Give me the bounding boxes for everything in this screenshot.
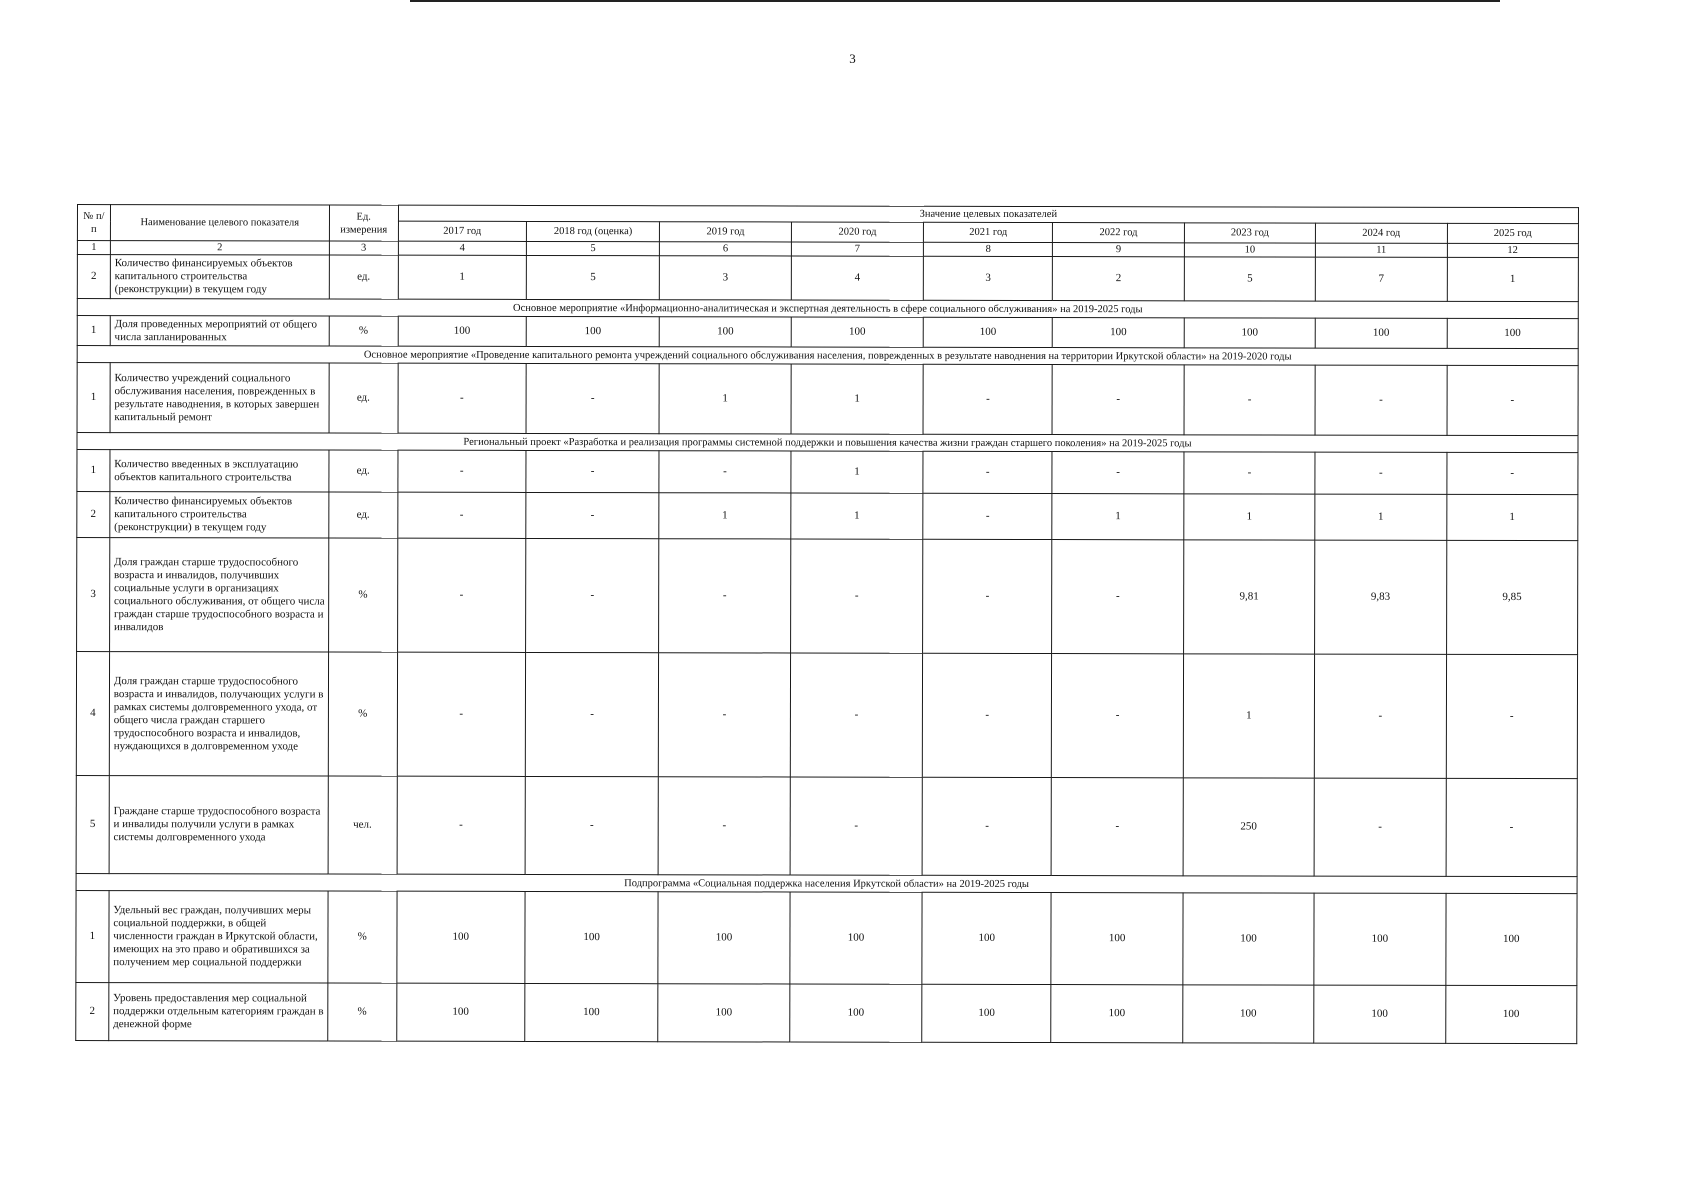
section-title: Основное мероприятие «Проведение капитального ремонта учреждений социального обслуживания населения, поврежденных в результате наводнения на территории Иркутской области» на 2019-2020 годы: [77, 346, 1578, 366]
value-cell: -: [659, 653, 791, 777]
table-row: [76, 890, 1577, 985]
row-number: 2: [77, 492, 110, 538]
row-number: 1: [77, 450, 110, 492]
value-cell: 1: [1052, 494, 1183, 540]
table-header: [77, 205, 1578, 258]
value-cell: 100: [923, 317, 1052, 347]
value-cell: 100: [1445, 893, 1577, 985]
value-cell: 100: [397, 891, 525, 983]
value-cell: -: [923, 364, 1052, 434]
value-cell: -: [525, 652, 659, 776]
table-row: [77, 255, 1578, 302]
row-number: 1: [76, 890, 109, 982]
value-cell: -: [923, 451, 1052, 493]
value-cell: 100: [525, 891, 659, 983]
column-number: 7: [791, 242, 923, 256]
value-cell: 1: [659, 493, 790, 539]
value-cell: -: [1315, 365, 1447, 435]
indicator-name: Граждане старше трудоспособного возраста и инвалиды получили услуги в рамках системы долговременного ухода: [109, 776, 328, 874]
value-cell: 1: [1315, 494, 1446, 540]
indicator-name: Удельный вес граждан, получивших меры социальной поддержки, в общей численности граждан в Иркутской области, имеющих на это право и обратившихся за получением мер социальной поддержки: [109, 891, 328, 983]
value-cell: 1: [1183, 654, 1315, 778]
section-title: Подпрограмма «Социальная поддержка населения Иркутской области» на 2019-2025 годы: [76, 873, 1577, 893]
indicator-name: Количество учреждений социального обслуживания населения, поврежденных в результате наводнения, в которых завершен капитальный ремонт: [110, 363, 329, 433]
unit-cell: ед.: [329, 492, 398, 538]
header-year: 2020 год: [791, 222, 924, 242]
table-row: [77, 316, 1578, 349]
row-number: 5: [76, 775, 109, 873]
indicator-name: Уровень предоставления мер социальной поддержки отдельным категориям граждан в денежной форме: [109, 983, 328, 1041]
value-cell: 100: [658, 892, 790, 984]
value-cell: -: [398, 363, 526, 433]
unit-cell: ед.: [329, 255, 398, 299]
value-cell: 100: [1051, 893, 1183, 985]
value-cell: -: [1052, 654, 1184, 778]
value-cell: -: [659, 451, 790, 493]
value-cell: -: [1314, 654, 1446, 778]
value-cell: -: [526, 450, 660, 492]
value-cell: -: [922, 777, 1051, 875]
value-cell: -: [659, 539, 791, 653]
column-number: 6: [660, 242, 791, 256]
value-cell: 100: [1184, 318, 1315, 348]
indicator-name: Доля граждан старше трудоспособного возраста и инвалидов, получивших социальные услуги в организациях социального обслуживания, от общего числа граждан старше трудоспособного возраста и инвалидов: [109, 538, 328, 652]
header-num: № п/п: [77, 205, 110, 241]
value-cell: -: [397, 776, 525, 874]
indicator-name: Количество финансируемых объектов капитального строительства (реконструкции) в текущем году: [110, 492, 329, 538]
value-cell: 1: [659, 364, 791, 434]
value-cell: 100: [1315, 318, 1446, 348]
value-cell: -: [659, 777, 791, 875]
value-cell: 3: [924, 256, 1053, 300]
value-cell: 100: [1314, 985, 1445, 1043]
value-cell: 4: [791, 256, 924, 300]
page-number: 3: [849, 51, 856, 66]
row-number: 2: [77, 255, 110, 299]
value-cell: 1: [791, 451, 924, 493]
value-cell: -: [1184, 452, 1315, 494]
value-cell: 9,83: [1315, 540, 1447, 654]
unit-cell: ед.: [329, 450, 398, 492]
header-year: 2019 год: [660, 222, 791, 242]
column-number: 5: [526, 241, 660, 255]
value-cell: -: [923, 539, 1052, 653]
indicator-sheet: [75, 204, 1579, 1044]
unit-cell: %: [328, 983, 397, 1041]
value-cell: -: [923, 493, 1052, 539]
value-cell: -: [397, 538, 525, 652]
value-cell: -: [1446, 778, 1578, 876]
column-number: 1: [77, 241, 110, 255]
value-cell: 100: [1314, 893, 1446, 985]
value-cell: -: [790, 777, 923, 875]
top-scan-rule: [410, 0, 1500, 2]
value-cell: -: [790, 653, 923, 777]
value-cell: -: [790, 539, 923, 653]
value-cell: 100: [660, 317, 791, 347]
value-cell: 2: [1053, 257, 1184, 301]
value-cell: -: [1446, 452, 1578, 494]
value-cell: -: [1314, 778, 1446, 876]
value-cell: 9,81: [1183, 540, 1315, 654]
value-cell: -: [1315, 452, 1446, 494]
value-cell: 100: [526, 316, 660, 346]
value-cell: -: [1052, 452, 1183, 494]
table-row: [77, 492, 1578, 541]
table-row: [76, 775, 1577, 876]
value-cell: 100: [1053, 318, 1184, 348]
value-cell: 5: [526, 255, 660, 299]
table-row: [77, 450, 1578, 495]
value-cell: -: [526, 492, 660, 538]
column-number: 3: [329, 241, 398, 255]
indicator-name: Доля проведенных мероприятий от общего числа запланированных: [110, 316, 329, 346]
unit-cell: чел.: [328, 776, 397, 874]
value-cell: -: [526, 363, 660, 433]
value-cell: -: [525, 538, 659, 652]
row-number: 3: [77, 538, 110, 652]
header-year: 2023 год: [1184, 223, 1315, 243]
value-cell: 100: [1183, 893, 1315, 985]
value-cell: -: [398, 492, 526, 538]
header-year: 2024 год: [1316, 223, 1447, 243]
column-number: 9: [1053, 243, 1184, 257]
table-row: [77, 363, 1578, 436]
value-cell: 100: [790, 984, 923, 1042]
indicators-table: [75, 204, 1579, 1044]
unit-cell: %: [328, 652, 397, 776]
header-year: 2025 год: [1447, 223, 1578, 243]
value-cell: 1: [1184, 494, 1315, 540]
unit-cell: ед.: [329, 363, 398, 433]
value-cell: -: [525, 776, 659, 874]
value-cell: 100: [790, 892, 923, 984]
header-unit: Ед. измерения: [329, 205, 398, 241]
section-title: Региональный проект «Разработка и реализация программы системной поддержки и повышения качества жизни граждан старшего поколения» на 2019-2025 годы: [77, 433, 1578, 453]
value-cell: 100: [1051, 985, 1182, 1043]
row-number: 4: [76, 652, 109, 776]
value-cell: 1: [791, 493, 924, 539]
value-cell: 5: [1184, 257, 1315, 301]
value-cell: -: [1052, 540, 1184, 654]
row-number: 2: [76, 982, 109, 1040]
value-cell: -: [397, 652, 525, 776]
header-year: 2022 год: [1053, 223, 1184, 243]
header-values-group: Значение целевых показателей: [398, 205, 1578, 223]
value-cell: -: [1184, 365, 1316, 435]
value-cell: -: [1447, 365, 1579, 435]
value-cell: 3: [660, 256, 791, 300]
table-row: [76, 652, 1577, 779]
value-cell: 100: [922, 892, 1051, 984]
value-cell: 1: [1447, 257, 1579, 301]
value-cell: 100: [658, 984, 789, 1042]
column-number: 2: [110, 241, 329, 255]
value-cell: 1: [791, 364, 924, 434]
column-number: 4: [398, 241, 526, 255]
value-cell: -: [398, 450, 526, 492]
value-cell: 9,85: [1446, 540, 1578, 654]
value-cell: 100: [791, 317, 924, 347]
value-cell: 100: [922, 984, 1051, 1042]
header-year: 2017 год: [398, 221, 526, 241]
table-row: [76, 982, 1577, 1043]
unit-cell: %: [328, 538, 397, 652]
value-cell: 100: [525, 983, 659, 1041]
table-row: [77, 538, 1578, 655]
column-number: 12: [1447, 243, 1578, 257]
value-cell: 1: [398, 255, 526, 299]
value-cell: 100: [1447, 318, 1579, 348]
row-number: 1: [77, 363, 110, 433]
value-cell: 100: [397, 983, 525, 1041]
header-year: 2018 год (оценка): [526, 221, 660, 241]
table-body: [76, 255, 1579, 1044]
row-number: 1: [77, 316, 110, 346]
indicator-name: Доля граждан старше трудоспособного возраста и инвалидов, получающих услуги в рамках системы долговременного ухода, от общего числа граждан старшего трудоспособного возраста и инвалидов, нуждающихся в долговременном уходе: [109, 652, 328, 776]
value-cell: 1: [1446, 494, 1578, 540]
value-cell: 100: [398, 316, 526, 346]
value-cell: -: [1446, 654, 1578, 778]
column-number: 11: [1316, 243, 1447, 257]
indicator-name: Количество введенных в эксплуатацию объектов капитального строительства: [110, 450, 329, 492]
value-cell: 100: [1183, 985, 1314, 1043]
section-title: Основное мероприятие «Информационно-аналитическая и экспертная деятельность в сфере социального обслуживания» на 2019-2025 годы: [77, 299, 1578, 319]
value-cell: -: [923, 653, 1052, 777]
header-name: Наименование целевого показателя: [110, 205, 329, 241]
unit-cell: %: [329, 316, 398, 346]
unit-cell: %: [328, 891, 397, 983]
header-year: 2021 год: [924, 222, 1053, 242]
column-number: 8: [924, 242, 1053, 256]
value-cell: 100: [1445, 985, 1577, 1043]
column-number: 10: [1184, 243, 1315, 257]
value-cell: -: [1052, 365, 1184, 435]
value-cell: 7: [1315, 257, 1446, 301]
indicator-name: Количество финансируемых объектов капитального строительства (реконструкции) в текущем году: [110, 255, 329, 299]
value-cell: -: [1052, 778, 1184, 876]
value-cell: 250: [1183, 778, 1315, 876]
